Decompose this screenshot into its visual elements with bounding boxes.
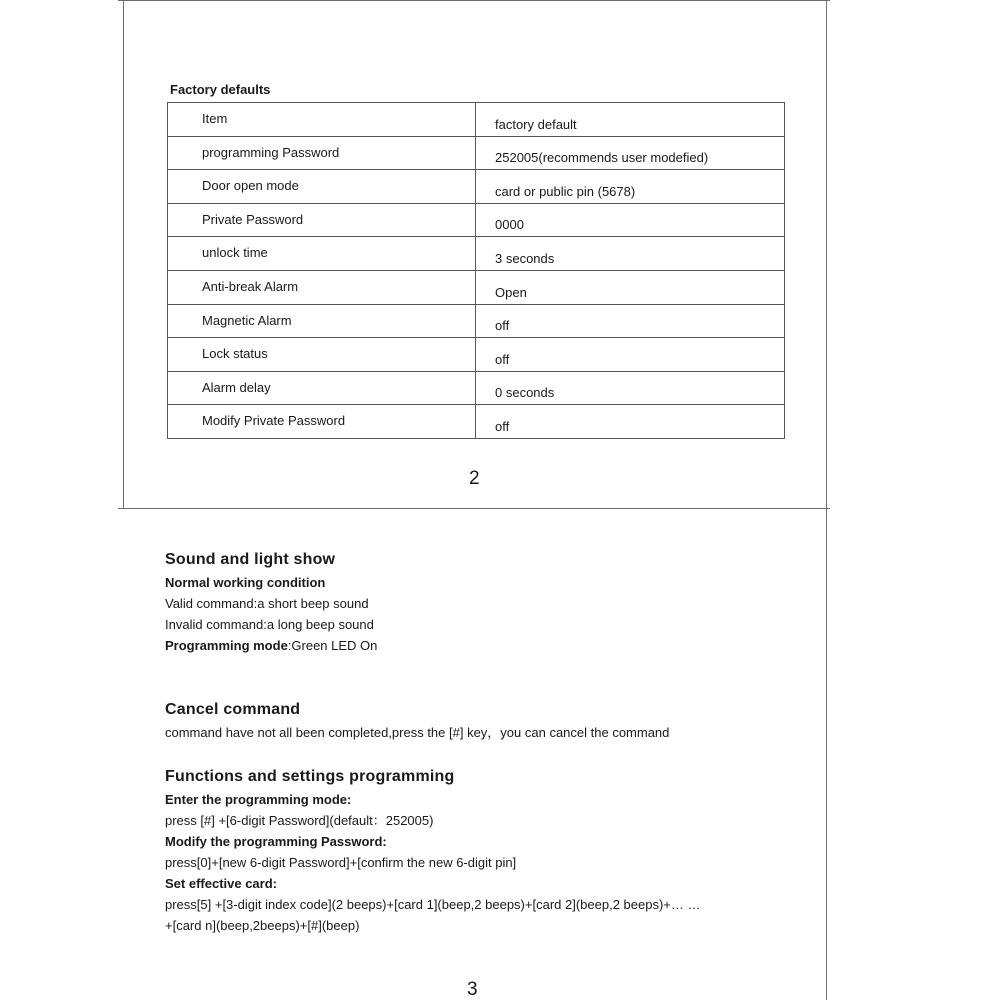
- set-card-text-2: +[card n](beep,2beeps)+[#](beep): [165, 918, 360, 933]
- table-row: [168, 237, 785, 271]
- setting-item-cell: Magnetic Alarm: [168, 304, 476, 338]
- setting-item-cell: Private Password: [168, 203, 476, 237]
- factory-defaults-heading: Factory defaults: [170, 82, 271, 97]
- programming-mode-value: :Green LED On: [287, 638, 378, 653]
- setting-item-cell: Anti-break Alarm: [168, 270, 476, 304]
- table-header-item: Item: [168, 103, 476, 137]
- cancel-command-text: command have not all been completed,press the [#] key，you can cancel the command: [165, 725, 670, 740]
- setting-default-cell: 0000: [476, 203, 785, 237]
- setting-default-cell: off: [476, 405, 785, 439]
- page-divider: [118, 508, 830, 509]
- setting-item-cell: programming Password: [168, 136, 476, 170]
- setting-item-cell: Modify Private Password: [168, 405, 476, 439]
- page-number-2: 2: [469, 468, 480, 489]
- table-row: [168, 203, 785, 237]
- setting-item-cell: unlock time: [168, 237, 476, 271]
- enter-programming-text: press [#] +[6-digit Password](default：252005): [165, 813, 434, 828]
- normal-condition-subheading: Normal working condition: [165, 575, 326, 590]
- setting-default-cell: 252005(recommends user modefied): [476, 136, 785, 170]
- invalid-command-text: Invalid command:a long beep sound: [165, 617, 374, 632]
- setting-default-cell: 0 seconds: [476, 371, 785, 405]
- table-row: [168, 371, 785, 405]
- programming-mode-line: [165, 635, 377, 656]
- set-card-text-1: press[5] +[3-digit index code](2 beeps)+[card 1](beep,2 beeps)+[card 2](beep,2 beeps)+… …: [165, 897, 701, 912]
- programming-mode-label: Programming mode: [165, 638, 288, 653]
- table-row: [168, 170, 785, 204]
- setting-default-cell: off: [476, 304, 785, 338]
- factory-defaults-table: [167, 102, 785, 439]
- functions-heading: Functions and settings programming: [165, 768, 455, 785]
- page-2-top-border: [118, 0, 830, 1]
- table-row: [168, 270, 785, 304]
- page-3-right-border: [826, 508, 827, 1000]
- setting-default-cell: card or public pin (5678): [476, 170, 785, 204]
- setting-item-cell: Lock status: [168, 338, 476, 372]
- modify-password-text: press[0]+[new 6-digit Password]+[confirm the new 6-digit pin]: [165, 855, 517, 870]
- table-row: [168, 136, 785, 170]
- table-header-default: factory default: [476, 103, 785, 137]
- page-2-left-border: [123, 0, 124, 508]
- setting-default-cell: 3 seconds: [476, 237, 785, 271]
- table-row: [168, 405, 785, 439]
- table-row: [168, 304, 785, 338]
- valid-command-text: Valid command:a short beep sound: [165, 596, 369, 611]
- cancel-command-heading: Cancel command: [165, 701, 301, 718]
- setting-item-cell: Alarm delay: [168, 371, 476, 405]
- table-row: [168, 338, 785, 372]
- page-number-3: 3: [467, 979, 478, 1000]
- table-header-row: [168, 103, 785, 137]
- enter-programming-label: Enter the programming mode:: [165, 792, 352, 807]
- setting-default-cell: Open: [476, 270, 785, 304]
- setting-item-cell: Door open mode: [168, 170, 476, 204]
- set-card-label: Set effective card:: [165, 876, 277, 891]
- sound-light-heading: Sound and light show: [165, 551, 336, 568]
- page-2-right-border: [826, 0, 827, 508]
- modify-password-label: Modify the programming Password:: [165, 834, 387, 849]
- setting-default-cell: off: [476, 338, 785, 372]
